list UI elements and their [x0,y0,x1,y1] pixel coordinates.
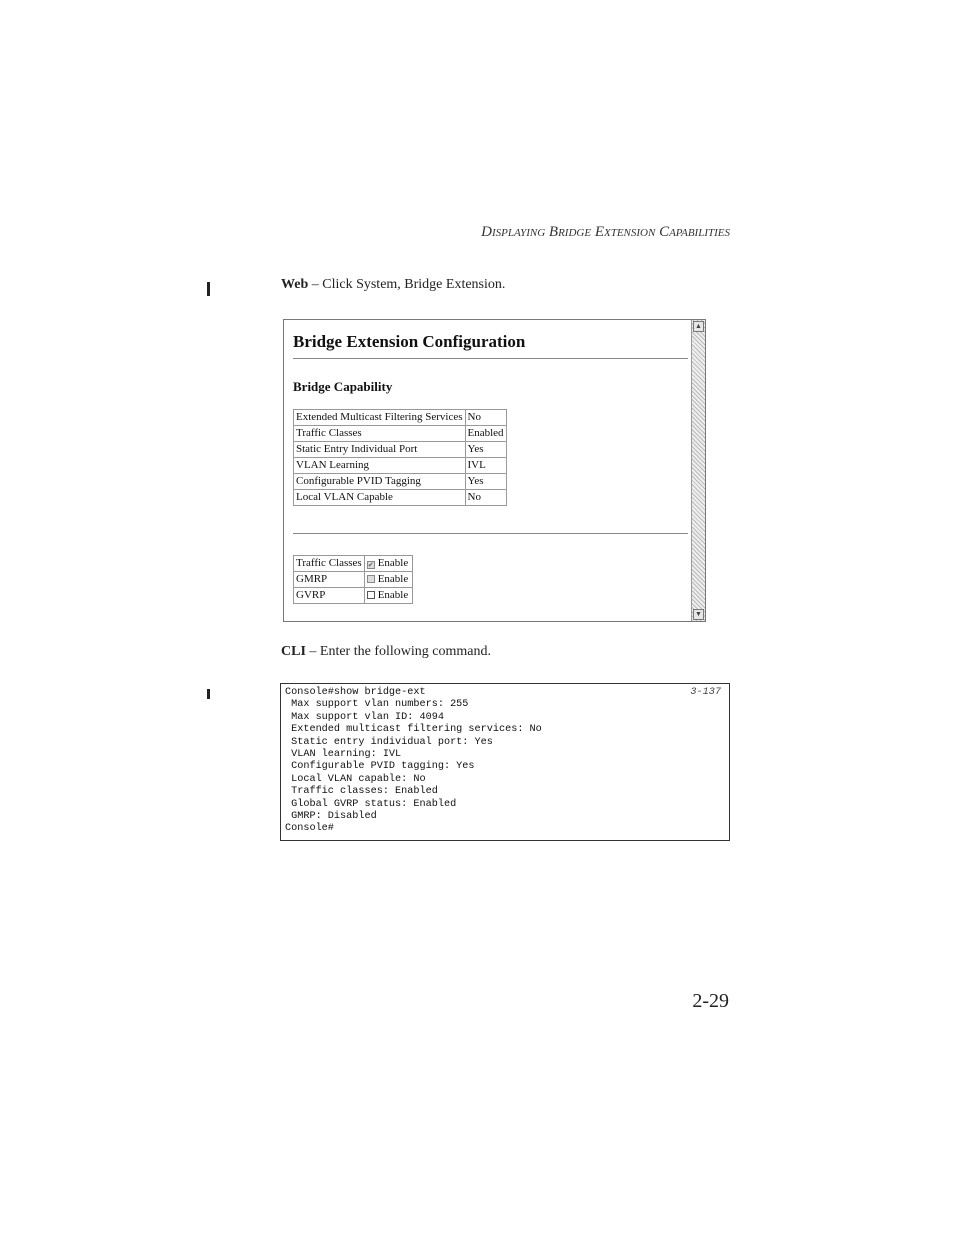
enable-checkbox[interactable] [367,591,375,599]
bridge-extension-screenshot [283,319,706,622]
capability-value: IVL [465,458,506,474]
config-title: Bridge Extension Configuration [293,332,526,351]
scroll-down-button[interactable]: ▼ [693,609,704,620]
web-instruction-text: – Click System, Bridge Extension. [308,277,506,292]
capability-heading: Bridge Capability [293,379,393,394]
cli-label: CLI [281,644,306,659]
capability-label: Extended Multicast Filtering Services [294,410,466,426]
command-reference: 3-137 [690,687,721,698]
feature-table [293,555,413,604]
capability-row [294,410,507,426]
cli-line: Console#show bridge-ext [285,687,426,698]
change-bar-cli [207,689,210,699]
feature-control [364,556,412,572]
capability-row [294,490,507,506]
feature-row [294,556,413,572]
page-number: 2-29 [692,990,729,1012]
cli-line: Max support vlan ID: 4094 [285,711,444,723]
feature-label: Traffic Classes [294,556,365,572]
config-page [284,320,691,621]
enable-checkbox-label: Enable [377,557,409,569]
capability-table [293,409,507,506]
capability-label: VLAN Learning [294,458,466,474]
cli-output-box [280,683,730,841]
section-divider [293,533,688,534]
web-label: Web [281,277,309,292]
cli-line: VLAN learning: IVL [285,749,402,761]
enable-checkbox: ✔ [367,561,374,569]
capability-row [294,458,507,474]
enable-checkbox-label: Enable [377,573,409,585]
feature-control [364,588,412,604]
feature-label: GVRP [294,588,365,604]
cli-line: Max support vlan numbers: 255 [285,699,469,711]
capability-label: Traffic Classes [294,426,466,442]
cli-instruction [281,644,491,660]
cli-line: Extended multicast filtering services: No [285,724,542,736]
enable-checkbox-label: Enable [377,589,409,601]
running-head: Displaying Bridge Extension Capabilities [481,224,730,240]
cli-line: GMRP: Disabled [285,811,377,823]
cli-line: Static entry individual port: Yes [285,736,493,748]
vertical-scrollbar[interactable] [691,320,705,621]
capability-value: Yes [465,442,506,458]
capability-value: Enabled [465,426,506,442]
cli-instruction-text: – Enter the following command. [305,644,491,659]
feature-row [294,588,413,604]
capability-row [294,426,507,442]
cli-line: Traffic classes: Enabled [285,786,438,798]
capability-label: Static Entry Individual Port [294,442,466,458]
feature-control [364,572,412,588]
cli-output [285,687,542,836]
capability-label: Local VLAN Capable [294,490,466,506]
capability-label: Configurable PVID Tagging [294,474,466,490]
cli-line: Console# [285,823,334,835]
scroll-up-button[interactable]: ▲ [693,321,704,332]
capability-value: No [465,410,506,426]
capability-value: No [465,490,506,506]
title-divider [293,358,688,359]
capability-value: Yes [465,474,506,490]
feature-label: GMRP [294,572,365,588]
change-bar [207,282,210,296]
enable-checkbox [367,575,375,583]
cli-line: Configurable PVID tagging: Yes [285,761,475,773]
feature-row [294,572,413,588]
cli-line: Global GVRP status: Enabled [285,798,457,810]
cli-line: Local VLAN capable: No [285,773,426,785]
capability-row [294,474,507,490]
web-instruction [281,277,505,293]
capability-row [294,442,507,458]
